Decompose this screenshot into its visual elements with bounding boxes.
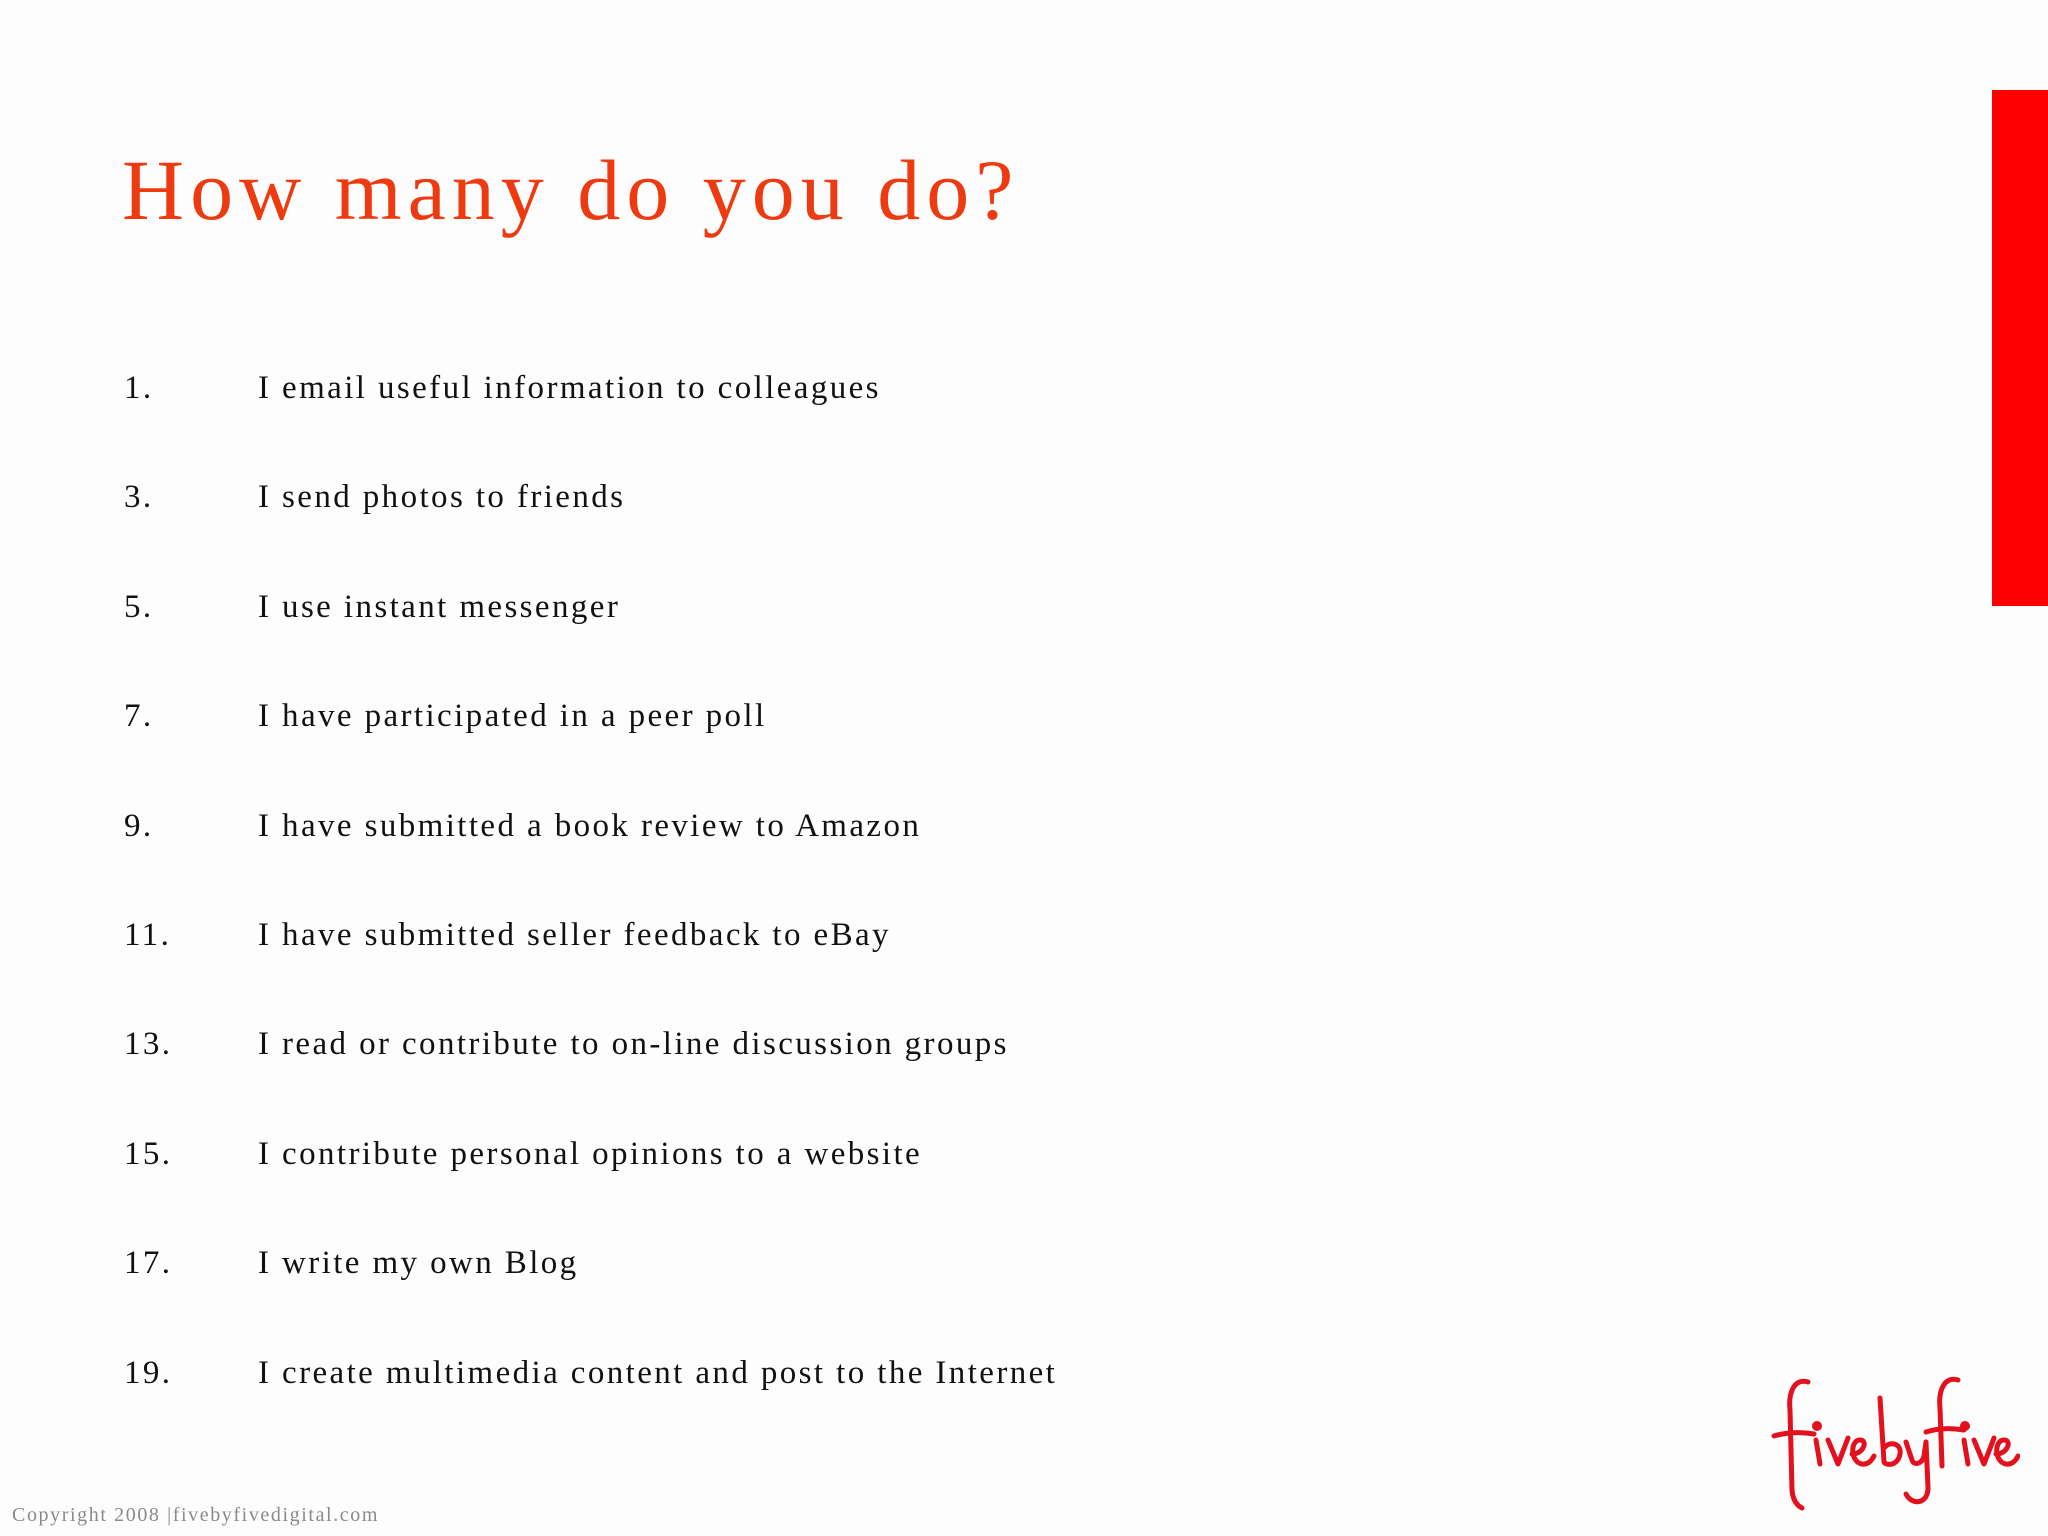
- item-number: 5.: [124, 588, 154, 625]
- item-number: 15.: [124, 1135, 173, 1172]
- item-text: I use instant messenger: [258, 588, 621, 625]
- item-text: I email useful information to colleagues: [258, 370, 881, 406]
- item-number: 3.: [124, 479, 154, 516]
- list-item: [124, 698, 1057, 807]
- item-text: I write my own Blog: [258, 1245, 579, 1282]
- list-item: [124, 479, 1057, 588]
- item-number: 19.: [124, 1354, 173, 1391]
- item-text: I have participated in a peer poll: [258, 698, 767, 735]
- item-text: I send photos to friends: [258, 479, 626, 516]
- list-item: [124, 1136, 1057, 1245]
- accent-bar: [1992, 90, 2048, 606]
- list-item: [124, 1026, 1057, 1135]
- item-number: 7.: [124, 698, 154, 735]
- item-number: 9.: [124, 807, 154, 844]
- list-item: [124, 917, 1057, 1026]
- item-number: 17.: [124, 1245, 173, 1282]
- item-text: I have submitted a book review to Amazon: [258, 807, 922, 844]
- fivebyfive-logo: [1768, 1370, 2020, 1512]
- activity-list: [124, 370, 1057, 1464]
- item-text: I read or contribute to on-line discussion groups: [258, 1026, 1009, 1063]
- item-text: I create multimedia content and post to the Internet: [258, 1354, 1058, 1391]
- item-text: I have submitted seller feedback to eBay: [258, 916, 891, 953]
- list-item: [124, 808, 1057, 917]
- list-item: [124, 370, 1057, 479]
- copyright-footer: Copyright 2008 |fivebyfivedigital.com: [12, 1504, 380, 1526]
- item-number: 11.: [124, 916, 172, 953]
- list-item: [124, 1245, 1057, 1354]
- slide-title: How many do you do?: [122, 142, 1020, 238]
- item-text: I contribute personal opinions to a website: [258, 1135, 923, 1172]
- list-item: [124, 1355, 1057, 1464]
- item-number: 13.: [124, 1026, 173, 1063]
- list-item: [124, 589, 1057, 698]
- item-number: 1.: [124, 370, 154, 406]
